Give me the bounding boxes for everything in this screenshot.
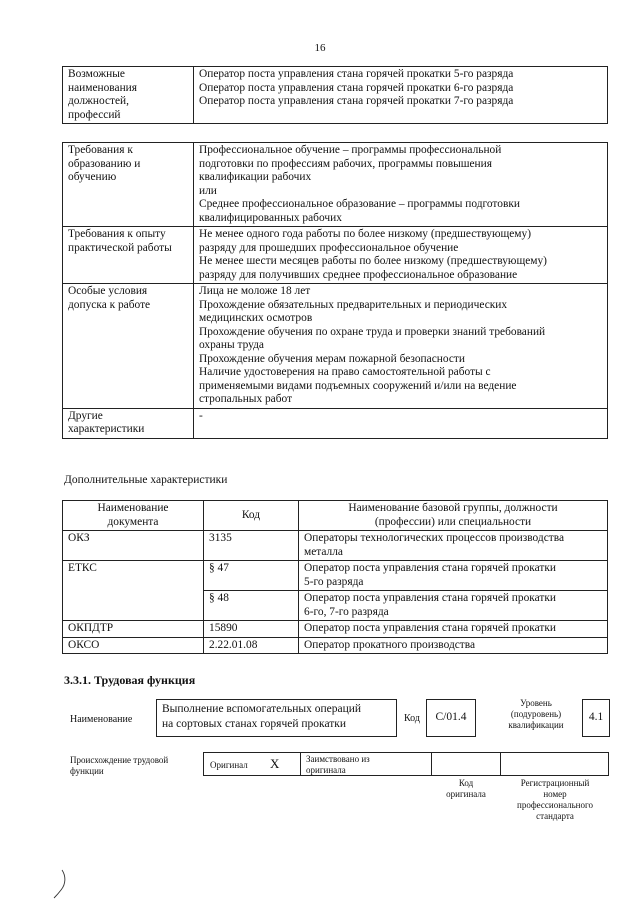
admission-row [63,284,608,409]
level-label: Уровень (подуровень) квалификации [508,698,564,730]
positions-values [194,67,608,124]
code-cell: 2.22.01.08 [204,637,299,654]
origin-divider [431,752,432,776]
position-item: Оператор поста управления стана горячей прокатки 6-го разряда [199,81,514,94]
labor-function-heading: 3.3.1. Трудовая функция [64,673,196,687]
code-cell: 3135 [204,531,299,561]
name-cell: Оператор поста управления стана горячей прокатки 6-го, 7-го разряда [299,591,608,621]
function-name-box: Выполнение вспомогательных операций на сортовых станах горячей прокатки [156,699,397,737]
original-label: Оригинал [210,760,248,770]
original-mark: X [270,756,280,771]
code-cell: 15890 [204,621,299,638]
other-row [63,408,608,438]
positions-row [63,67,608,124]
header-name: Наименование базовой группы, должности (профессии) или специальности [299,501,608,531]
positions-label: Возможные наименования должностей, профессий [63,67,194,124]
education-label: Требования к образованию и обучению [63,143,194,227]
name-cell: Операторы технологических процессов производства металла [299,531,608,561]
table-row [63,531,608,561]
origin-divider [300,752,301,776]
additional-title: Дополнительные характеристики [64,474,228,486]
page-number: 16 [314,42,326,54]
doc-cell: ОКЗ [63,531,204,561]
name-cell: Оператор прокатного производства [299,637,608,654]
reg-number-label: Регистрационный номер профессионального стандарта [517,778,593,821]
additional-header-row [63,501,608,531]
admission-label: Особые условия допуска к работе [63,284,194,409]
experience-label: Требования к опыту практической работы [63,227,194,284]
pen-mark-icon [48,868,72,900]
code-label: Код [404,713,420,724]
other-label: Другие характеристики [63,408,194,438]
doc-cell: ОКПДТР [63,621,204,638]
requirements-table [62,142,608,439]
education-value: Профессиональное обучение – программы профессиональной подготовки по профессиям рабочих, программы повышения квалификации рабочих или Среднее профессиональное образование – программы подготовки квалифицированных рабочих [194,143,608,227]
name-cell: Оператор поста управления стана горячей прокатки [299,621,608,638]
experience-value: Не менее одного года работы по более низкому (предшествующему) разряду для прошедших профессиональное обучение Не менее шести месяцев работы по более низкому (предшествующему) разряду для получивших среднее профессиональное образование [194,227,608,284]
code-cell: § 48 [204,591,299,621]
origin-code-label: Код оригинала [446,778,486,799]
borrowed-label: Заимствовано из оригинала [306,754,370,775]
origin-label: Происхождение трудовой функции [70,755,169,776]
level-value-box: 4.1 [582,699,610,737]
position-item: Оператор поста управления стана горячей прокатки 5-го разряда [199,68,514,80]
doc-cell: ОКСО [63,637,204,654]
education-row [63,143,608,227]
experience-row [63,227,608,284]
admission-value: Лица не моложе 18 лет Прохождение обязательных предварительных и периодических медицинских осмотров Прохождение обучения по охране труда и проверки знаний требований охраны труда Прохождение обучения мерам пожарной безопасности Наличие удостоверения на право самостоятельной работы с применяемыми видами подъемных сооружений и/или на ведение стропальных работ [194,284,608,409]
position-item: Оператор поста управления стана горячей прокатки 7-го разряда [199,95,514,107]
table-row [63,621,608,638]
table-row [63,561,608,591]
table-row [63,637,608,654]
positions-table [62,66,608,124]
doc-cell: ЕТКС [63,561,204,621]
name-label: Наименование [70,714,133,725]
additional-table [62,500,608,654]
other-value: - [194,408,608,438]
header-code: Код [204,501,299,531]
name-cell: Оператор поста управления стана горячей прокатки 5-го разряда [299,561,608,591]
origin-divider [500,752,501,776]
code-value-box: С/01.4 [426,699,476,737]
origin-box [203,752,609,776]
header-doc: Наименование документа [63,501,204,531]
code-cell: § 47 [204,561,299,591]
